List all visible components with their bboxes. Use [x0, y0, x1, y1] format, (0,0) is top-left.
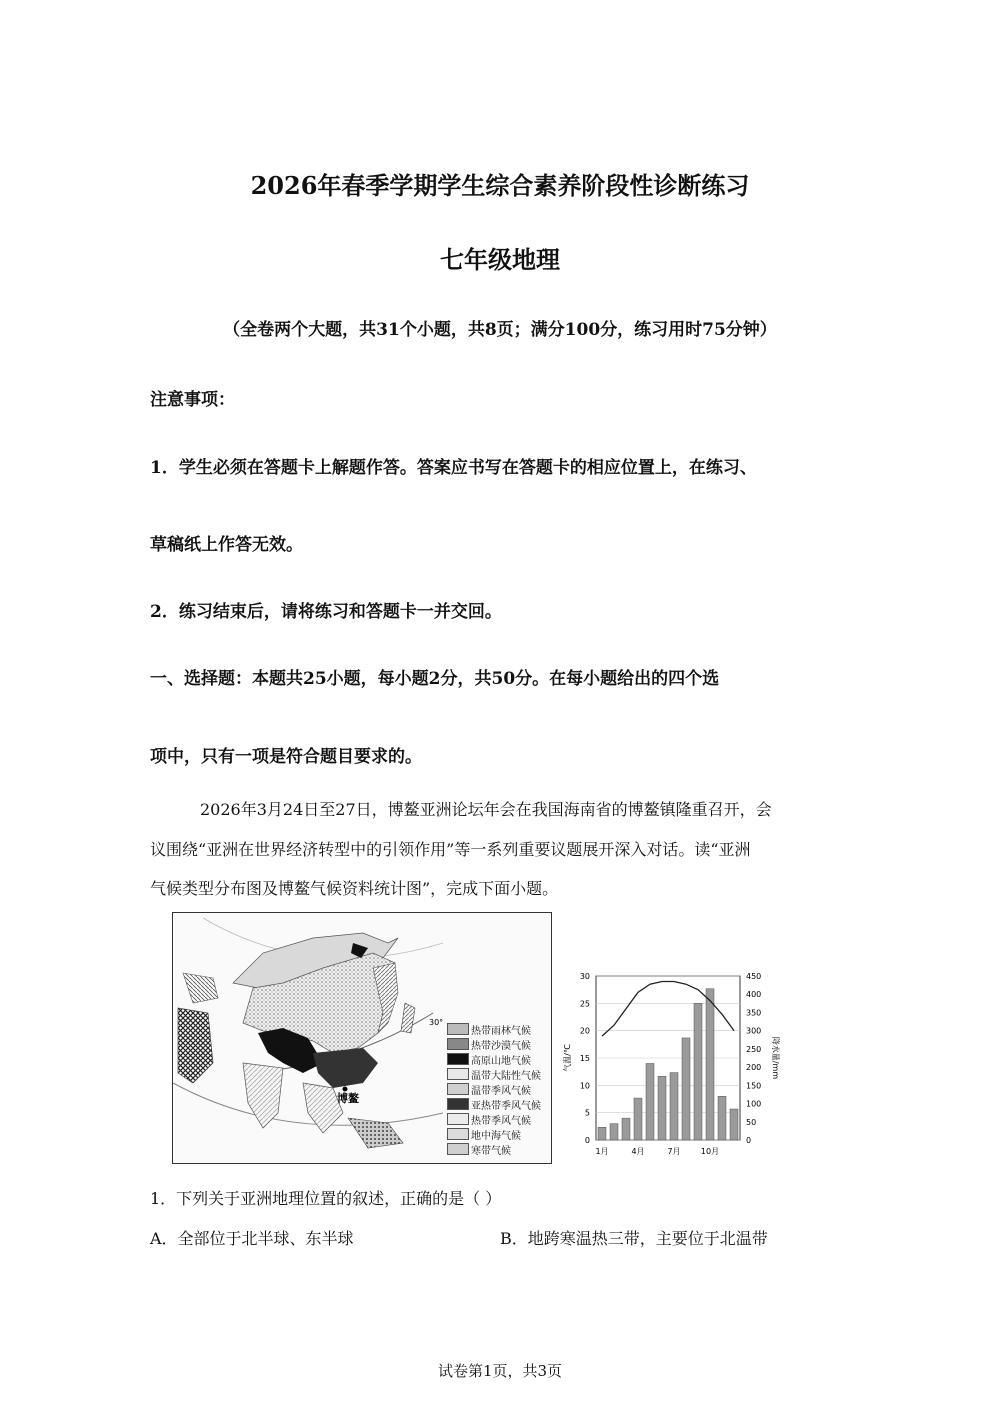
page-footer: 试卷第1页，共3页 [437, 1362, 563, 1380]
x-tick-label: 4月 [631, 1147, 645, 1156]
left-axis-title: 气温/℃ [563, 1044, 572, 1072]
notice-item-1-line2: 草稿纸上作答无效。 [150, 535, 303, 555]
left-tick-label: 30 [579, 972, 590, 981]
legend-swatch [447, 1083, 469, 1095]
right-tick-label: 0 [746, 1136, 752, 1145]
legend-label: 寒带气候 [471, 1146, 511, 1157]
precip-bar [634, 1098, 642, 1140]
legend-swatch [447, 1098, 469, 1110]
right-tick-label: 400 [746, 990, 762, 1000]
left-tick-label: 25 [579, 999, 590, 1009]
left-tick-label: 10 [579, 1081, 590, 1091]
legend-label: 高原山地气候 [471, 1056, 531, 1067]
question-1-stem: 1．下列关于亚洲地理位置的叙述，正确的是（ ） [150, 1189, 502, 1208]
legend-swatch [447, 1023, 469, 1035]
right-tick-label: 100 [746, 1099, 762, 1109]
legend-label: 热带季风气候 [471, 1116, 531, 1127]
right-tick-label: 200 [746, 1063, 762, 1073]
left-tick-label: 15 [579, 1054, 590, 1063]
passage-line1: 2026年3月24日至27日，博鳌亚洲论坛年会在我国海南省的博鳌镇隆重召开，会 [200, 800, 772, 819]
legend-label: 温带季风气候 [471, 1086, 531, 1097]
precip-bar [598, 1127, 606, 1140]
x-tick-label: 10月 [700, 1147, 720, 1156]
precip-bar [622, 1118, 630, 1140]
legend-swatch [447, 1053, 469, 1065]
boao-marker [343, 1087, 348, 1092]
precip-bar [658, 1076, 666, 1140]
climate-chart-svg [560, 966, 778, 1164]
notice-item-2: 2．练习结束后，请将练习和答题卡一并交回。 [150, 602, 502, 622]
legend-label: 地中海气候 [471, 1131, 521, 1142]
right-tick-label: 250 [746, 1044, 762, 1054]
legend-swatch [447, 1038, 469, 1050]
legend-swatch [447, 1143, 469, 1155]
section-1-heading-line2: 项中，只有一项是符合题目要求的。 [150, 747, 422, 767]
left-tick-label: 0 [584, 1136, 590, 1145]
notices-heading: 注意事项： [150, 390, 235, 410]
latitude-label: 30° [429, 1018, 444, 1027]
left-tick-label: 5 [584, 1108, 590, 1118]
legend-label: 温带大陆性气候 [471, 1071, 541, 1082]
asia-climate-map [172, 912, 552, 1164]
exam-note: （全卷两个大题，共31个小题，共8页；满分100分，练习用时75分钟） [223, 320, 777, 340]
section-1-heading-line1: 一、选择题：本题共25小题，每小题2分，共50分。在每小题给出的四个选 [150, 669, 720, 689]
passage-line2: 议围绕“亚洲在世界经济转型中的引领作用”等一系列重要议题展开深入对话。读“亚洲 [150, 840, 751, 859]
right-tick-label: 350 [746, 1008, 762, 1018]
boao-label: 博鳌 [337, 1092, 359, 1105]
boao-climate-chart [560, 966, 778, 1164]
precip-bar [706, 989, 714, 1140]
x-tick-label: 7月 [667, 1147, 681, 1156]
legend-swatch [447, 1128, 469, 1140]
exam-subtitle: 七年级地理 [440, 245, 560, 274]
right-axis-title: 降水量/mm [771, 1036, 780, 1080]
x-tick-label: 1月 [595, 1147, 609, 1156]
precip-bar [610, 1124, 618, 1140]
left-tick-label: 20 [579, 1026, 590, 1036]
question-1-option-b[interactable]: B．地跨寒温热三带，主要位于北温带 [500, 1229, 768, 1248]
legend-swatch [447, 1068, 469, 1080]
precip-bar [730, 1109, 738, 1140]
passage-line3: 气候类型分布图及博鳌气候资料统计图”，完成下面小题。 [150, 879, 559, 898]
right-tick-label: 150 [746, 1081, 762, 1091]
precip-bar [718, 1096, 726, 1140]
notice-item-1-line1: 1．学生必须在答题卡上解题作答。答案应书写在答题卡的相应位置上，在练习、 [150, 458, 757, 478]
legend-swatch [447, 1113, 469, 1125]
legend-label: 热带雨林气候 [471, 1026, 531, 1037]
precip-bar [646, 1063, 654, 1140]
question-1-option-a[interactable]: A．全部位于北半球、东半球 [150, 1229, 354, 1248]
right-tick-label: 50 [746, 1117, 757, 1127]
right-tick-label: 300 [746, 1026, 762, 1036]
right-tick-label: 450 [746, 972, 762, 981]
precip-bar [670, 1073, 678, 1140]
legend-label: 亚热带季风气候 [471, 1101, 541, 1112]
precip-bar [682, 1038, 690, 1140]
precip-bar [694, 1003, 702, 1140]
exam-title: 2026年春季学期学生综合素养阶段性诊断练习 [250, 171, 750, 200]
legend-label: 热带沙漠气候 [471, 1041, 531, 1052]
